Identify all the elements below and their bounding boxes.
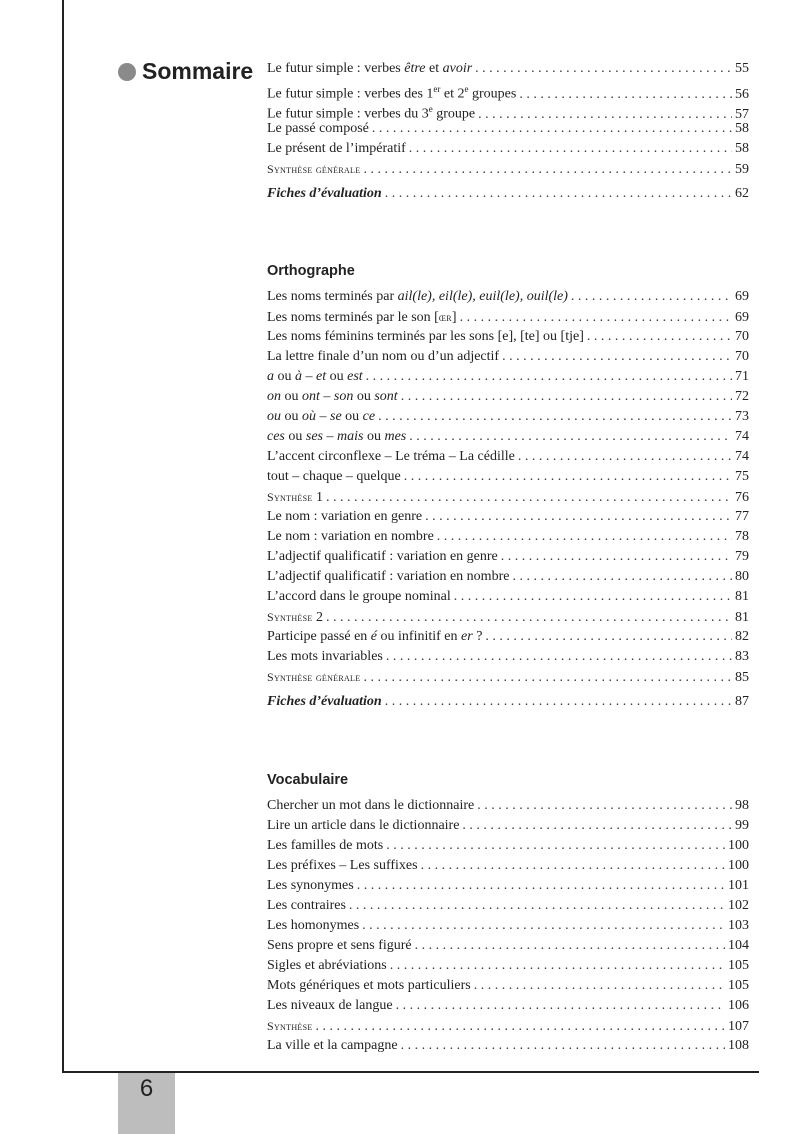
toc-entry-label-part: er (461, 629, 473, 644)
toc-entry-page: 106 (728, 998, 749, 1013)
toc-entry-label (267, 916, 359, 936)
toc-entry-page: 76 (735, 490, 749, 505)
toc-entry-page: 62 (735, 186, 749, 201)
toc-entry (267, 876, 749, 896)
toc-entry-label-part: Les familles de mots (267, 838, 384, 853)
toc-entry-page: 101 (728, 878, 749, 893)
toc-entry-label-part: ou (281, 389, 302, 404)
toc-entry-label (267, 159, 360, 180)
leader-dots (363, 668, 732, 688)
toc-entry-label-part: est (347, 369, 363, 384)
toc-entry-label-part: tout – chaque – quelque (267, 469, 401, 484)
toc-entry-label-part: ? (472, 629, 483, 644)
toc-entry-label (267, 327, 584, 347)
leader-dots (477, 796, 732, 816)
toc-entry-label (267, 647, 383, 667)
toc-entry-page: 99 (735, 818, 749, 833)
toc-entry (267, 327, 749, 347)
toc-entry-label-part: mes (384, 429, 407, 444)
toc-entry-label-part: Les synonymes (267, 878, 354, 893)
toc-entry-label-part: é (370, 629, 378, 644)
leader-dots (372, 119, 732, 139)
toc-entry-label-part: Synthèse générale (267, 670, 361, 684)
toc-entry-label-part: Le présent de l’impératif (267, 141, 406, 156)
toc-entry-label-part: ] (451, 310, 457, 325)
toc-entry-label-part: on (267, 389, 281, 404)
toc-entry-label-part: être (404, 61, 426, 76)
toc-entry (267, 307, 749, 327)
toc-entry (267, 347, 749, 367)
leader-dots (349, 896, 725, 916)
leader-dots (404, 467, 732, 487)
toc-entry-page: 104 (728, 938, 749, 953)
toc-entry-label-part: L’accent circonflexe – Le tréma – La cédille (267, 449, 515, 464)
toc-entry-label (267, 692, 382, 712)
toc-entry-label-part: – (323, 429, 338, 444)
toc-entry-label-part: ou (326, 369, 348, 384)
leader-dots (366, 367, 732, 387)
toc-entry (267, 139, 749, 159)
toc-entry (267, 467, 749, 487)
toc-entry (267, 587, 749, 607)
page-number: 6 (139, 1075, 154, 1102)
toc-entry-label (267, 507, 422, 527)
toc-entry-label (267, 796, 474, 816)
leader-dots (502, 347, 732, 367)
leader-dots (474, 976, 725, 996)
toc-entry-label (267, 896, 346, 916)
leader-dots (386, 836, 725, 856)
toc-entry-label-part: ou (274, 369, 295, 384)
leader-dots (362, 916, 725, 936)
toc-entry-label-part: Fiches d’évaluation (267, 186, 382, 201)
toc-entry-page: 98 (735, 798, 749, 813)
toc-entry-page: 69 (735, 289, 749, 304)
toc-entry-page: 71 (735, 369, 749, 384)
toc-entry-page: 75 (735, 469, 749, 484)
toc-entry-page: 70 (735, 349, 749, 364)
toc-entry-label-part: Les noms terminés par (267, 289, 398, 304)
toc-entry-label (267, 387, 398, 407)
toc-entry-label-part: Le nom : variation en genre (267, 509, 423, 524)
toc-entry-label-part: Mots génériques et mots particuliers (267, 978, 471, 993)
toc-entry-label-part: où (302, 409, 316, 424)
toc-entry-label (267, 447, 515, 467)
toc-entry-label-part: ou (267, 409, 281, 424)
toc-entry (267, 956, 749, 976)
toc-entry-page: 107 (728, 1019, 749, 1034)
toc-entry-label-part: Participe passé en (267, 629, 371, 644)
toc-entry-label (267, 936, 412, 956)
toc-entry (267, 836, 749, 856)
leader-dots (390, 956, 725, 976)
leader-dots (316, 1017, 725, 1037)
toc-entry (267, 916, 749, 936)
toc-entry-label-part: Lire un article dans le dictionnaire (267, 818, 460, 833)
toc-entry (267, 159, 749, 179)
toc-entry-label-part: Le nom : variation en nombre (267, 529, 434, 544)
toc-entry-label (267, 487, 323, 508)
page-number-box (118, 1073, 175, 1134)
leader-dots (454, 587, 732, 607)
toc-entry (267, 936, 749, 956)
toc-entry (267, 119, 749, 139)
toc-entry-label-part: – (302, 369, 316, 384)
leader-dots (587, 327, 732, 347)
leader-dots (571, 287, 732, 307)
toc-entry-label-part: son (333, 389, 354, 404)
toc-entry-label-part: à (295, 369, 302, 384)
toc-entry-label (267, 816, 459, 836)
leader-dots (485, 627, 732, 647)
toc-entry-label (267, 427, 406, 447)
toc-entry (267, 507, 749, 527)
toc-entry-label-part: Synthèse (267, 610, 313, 624)
leader-dots (415, 936, 725, 956)
toc-entry-label (267, 836, 383, 856)
toc-entry-label-part: a (267, 369, 274, 384)
toc-entry-label-part: e (464, 84, 469, 94)
toc-entry-page: 81 (735, 610, 749, 625)
toc-entry-label-part: e (428, 104, 433, 114)
toc-entry-page: 57 (735, 106, 749, 122)
toc-entry-label (267, 567, 509, 587)
leader-dots (385, 184, 732, 204)
toc-entry-label-part: 1 (312, 490, 324, 505)
toc-entry (267, 387, 749, 407)
toc-entry-page: 79 (735, 549, 749, 564)
toc-entry-label-part: 2 (312, 610, 324, 625)
toc-entry (267, 896, 749, 916)
toc-entry-label (267, 607, 323, 628)
toc-entry-label-part: er (433, 84, 441, 94)
toc-entry-page: 83 (735, 649, 749, 664)
toc-entry-label (267, 59, 472, 79)
toc-entry-label (267, 467, 401, 487)
toc-entry-page: 69 (735, 310, 749, 325)
toc-entry (267, 427, 749, 447)
toc-entry-page: 105 (728, 978, 749, 993)
leader-dots (363, 160, 732, 180)
leader-dots (512, 567, 732, 587)
toc-entry-label-part: L’accord dans le groupe nominal (267, 589, 451, 604)
toc-entry-label-part: et 2 (440, 86, 465, 102)
toc-entry-label (267, 587, 451, 607)
leader-dots (460, 308, 732, 328)
toc-entry (267, 79, 749, 102)
toc-entry-page: 103 (728, 918, 749, 933)
toc-entry (267, 1016, 749, 1036)
bullet-circle-icon (118, 63, 136, 81)
toc-entry-label-part: Synthèse (267, 490, 313, 504)
toc-entry-page: 82 (735, 629, 749, 644)
toc-entry-label-part: ont (302, 389, 320, 404)
toc-entry (267, 447, 749, 467)
toc-entry-label-part: Les contraires (267, 898, 346, 913)
toc-entry-page: 105 (728, 958, 749, 973)
toc-entry (267, 976, 749, 996)
leader-dots (409, 139, 732, 159)
toc-entry-label-part: Sigles et abréviations (267, 958, 387, 973)
toc-entry-label-part: Les niveaux de langue (267, 998, 393, 1013)
toc-entry-label-part: Synthèse générale (267, 162, 361, 176)
toc-entry-label-part: Le futur simple : verbes (267, 61, 405, 76)
toc-entry-page: 74 (735, 429, 749, 444)
toc-entry-label-part: Chercher un mot dans le dictionnaire (267, 798, 475, 813)
leader-dots (462, 816, 732, 836)
toc-entry-page: 56 (735, 86, 749, 102)
toc-entry (267, 627, 749, 647)
section-title: Vocabulaire (267, 772, 349, 788)
toc-entry-label-part: L’adjectif qualificatif : variation en genre (267, 549, 498, 564)
toc-entry-label-part: Sens propre et sens figuré (267, 938, 412, 953)
toc-entry-label (267, 367, 363, 387)
toc-entry-label (267, 139, 406, 159)
toc-entry-label-part: – (316, 409, 330, 424)
toc-entry-page: 55 (735, 61, 749, 76)
toc-entry-label (267, 184, 382, 204)
leader-dots (326, 608, 732, 628)
toc-entry-page: 58 (735, 121, 749, 136)
toc-entry-page: 59 (735, 162, 749, 177)
toc-entry-label-part: ou (353, 389, 375, 404)
leader-dots (401, 1036, 725, 1056)
toc-entry-label (267, 407, 375, 427)
toc-entry-page: 100 (728, 838, 749, 853)
toc-entry-label (267, 547, 498, 567)
toc-entry-page: 87 (735, 694, 749, 709)
toc-entry-label (267, 876, 354, 896)
toc-entry-label-part: ou infinitif en (377, 629, 462, 644)
toc-entry-label-part: ou (284, 429, 306, 444)
toc-entry-label (267, 956, 387, 976)
leader-dots (475, 59, 732, 79)
toc-entry-label-part: avoir (442, 61, 473, 76)
sommaire-heading (118, 58, 253, 85)
toc-entry (267, 487, 749, 507)
toc-entry-page: 85 (735, 670, 749, 685)
toc-entry-label (267, 667, 360, 688)
leader-dots (357, 876, 725, 896)
toc-entry-label-part: ses (305, 429, 324, 444)
toc-entry (267, 407, 749, 427)
leader-dots (421, 856, 725, 876)
toc-entry (267, 996, 749, 1016)
toc-entry-page: 72 (735, 389, 749, 404)
toc-entry-label-part: groupe (432, 106, 476, 122)
toc-entry (267, 547, 749, 567)
toc-entry-label-part: Les préfixes – Les suffixes (267, 858, 418, 873)
leader-dots (396, 996, 725, 1016)
toc-entry-page: 73 (735, 409, 749, 424)
toc-entry (267, 692, 749, 712)
toc-entry-label-part: ail(le), eil(le), euil(le), ouil(le) (397, 289, 568, 304)
toc-entry-label-part: La ville et la campagne (267, 1038, 398, 1053)
toc-entry (267, 1036, 749, 1056)
toc-entry-label (267, 119, 369, 139)
toc-entry (267, 667, 749, 687)
toc-entry-label (267, 347, 499, 367)
toc-entry (267, 59, 749, 79)
toc-entry-label-part: groupes (468, 86, 517, 102)
toc-entry-label-part: œr (438, 310, 452, 324)
toc-entry-label (267, 287, 568, 307)
toc-entry-label (267, 527, 434, 547)
toc-entry-label-part: ou (281, 409, 302, 424)
section-title: Orthographe (267, 263, 355, 279)
page-title: Sommaire (142, 58, 254, 84)
toc-entry-label-part: Les noms féminins terminés par les sons [e], [te] ou [tje] (267, 329, 584, 344)
toc-entry-label-part: mais (337, 429, 364, 444)
toc-entry-label-part: Synthèse (267, 1019, 313, 1033)
toc-entry (267, 527, 749, 547)
toc-entry-label-part: – (319, 389, 334, 404)
toc-entry (267, 567, 749, 587)
toc-entry-label-part: Les mots invariables (267, 649, 383, 664)
leader-dots (401, 387, 732, 407)
toc-entry (267, 796, 749, 816)
toc-entry-label-part: Le futur simple : verbes des 1 (267, 86, 434, 102)
leader-dots (437, 527, 732, 547)
toc-entry-label-part: Le futur simple : verbes du 3 (267, 106, 429, 122)
leader-dots (425, 507, 732, 527)
toc-entry-page: 58 (735, 141, 749, 156)
toc-entry-label (267, 1016, 313, 1037)
toc-entry-page: 100 (728, 858, 749, 873)
leader-dots (378, 407, 732, 427)
toc-entry-page: 78 (735, 529, 749, 544)
toc-entry-page: 108 (728, 1038, 749, 1053)
toc-entry (267, 184, 749, 204)
leader-dots (518, 447, 732, 467)
toc-entry-label-part: se (330, 409, 342, 424)
toc-entry (267, 647, 749, 667)
toc-entry (267, 607, 749, 627)
toc-entry-label-part: ces (267, 429, 285, 444)
toc-entry-label (267, 996, 393, 1016)
toc-entry-page: 102 (728, 898, 749, 913)
toc-entry-label-part: ou (341, 409, 363, 424)
leader-dots (326, 488, 732, 508)
toc-entry-label (267, 856, 418, 876)
toc-entry-label (267, 307, 457, 328)
toc-entry-label (267, 1036, 398, 1056)
toc-entry-label-part: Le passé composé (267, 121, 369, 136)
leader-dots (409, 427, 732, 447)
toc-entry (267, 816, 749, 836)
toc-entry-label (267, 627, 482, 647)
toc-entry-label-part: ce (362, 409, 376, 424)
toc-entry (267, 856, 749, 876)
toc-entry-label-part: L’adjectif qualificatif : variation en nombre (267, 569, 510, 584)
toc-entry-label-part: et (316, 369, 327, 384)
leader-dots (386, 647, 732, 667)
toc-entry-label (267, 976, 471, 996)
leader-dots (385, 692, 732, 712)
toc-entry-page: 70 (735, 329, 749, 344)
toc-entry-page: 80 (735, 569, 749, 584)
toc-entry-label-part: Les homonymes (267, 918, 360, 933)
toc-entry-label-part: Les noms terminés par le son [ (267, 310, 439, 325)
toc-entry-page: 77 (735, 509, 749, 524)
toc-entry-label-part: et (425, 61, 443, 76)
toc-entry-page: 81 (735, 589, 749, 604)
toc-entry-label-part: ou (363, 429, 385, 444)
toc-entry (267, 367, 749, 387)
toc-entry (267, 287, 749, 307)
leader-dots (501, 547, 732, 567)
left-border-line (62, 0, 64, 1073)
toc-entry-label-part: Fiches d’évaluation (267, 694, 382, 709)
toc-entry-label-part: La lettre finale d’un nom ou d’un adjectif (267, 349, 500, 364)
toc-entry-label-part: sont (374, 389, 398, 404)
toc-entry-page: 74 (735, 449, 749, 464)
toc-entry (267, 99, 749, 122)
